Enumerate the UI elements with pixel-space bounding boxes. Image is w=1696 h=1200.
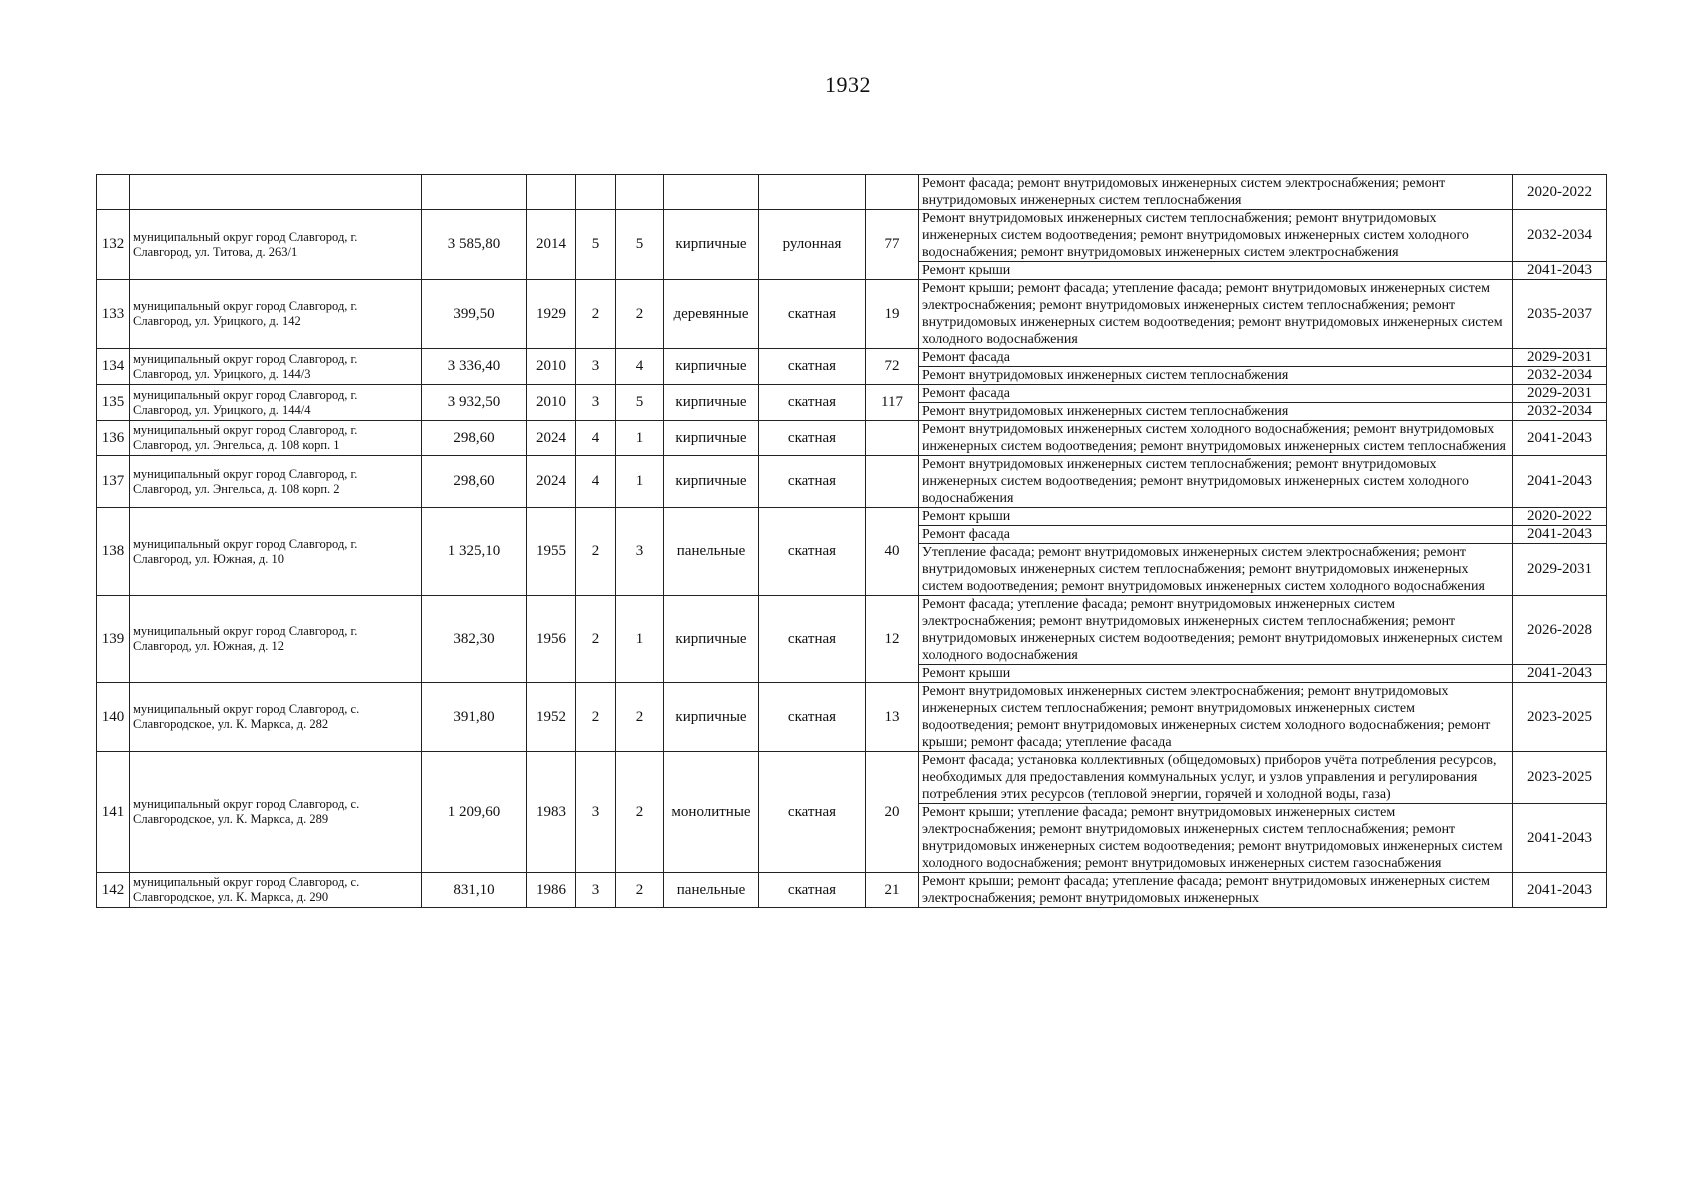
row-number: 140 [97, 683, 130, 752]
roof-type: скатная [759, 752, 866, 873]
address: муниципальный округ город Славгород, г. Славгород, ул. Энгельса, д. 108 корп. 2 [130, 456, 422, 508]
commission-year: 1983 [527, 752, 576, 873]
wall-material: кирпичные [664, 349, 759, 385]
table-row [97, 752, 1607, 804]
work-period: 2029-2031 [1513, 385, 1607, 403]
table-row [97, 596, 1607, 665]
floors: 2 [576, 683, 616, 752]
work-period: 2041-2043 [1513, 262, 1607, 280]
table-row [97, 873, 1607, 908]
work-description: Утепление фасада; ремонт внутридомовых инженерных систем электроснабжения; ремонт внутридомовых инженерных систем теплоснабжения; ремонт внутридомовых инженерных систем водоотведения; ремонт внутридомовых инженерных систем холодного водоснабжения [919, 544, 1513, 596]
commission-year: 1955 [527, 508, 576, 596]
address: муниципальный округ город Славгород, г. Славгород, ул. Урицкого, д. 144/4 [130, 385, 422, 421]
floors: 2 [576, 596, 616, 683]
work-period: 2041-2043 [1513, 456, 1607, 508]
work-period: 2020-2022 [1513, 508, 1607, 526]
residents [866, 456, 919, 508]
entrances: 2 [616, 683, 664, 752]
work-period: 2032-2034 [1513, 367, 1607, 385]
row-number: 141 [97, 752, 130, 873]
total-area: 1 325,10 [422, 508, 527, 596]
table-row [97, 456, 1607, 508]
address: муниципальный округ город Славгород, с. Славгородское, ул. К. Маркса, д. 289 [130, 752, 422, 873]
floors: 3 [576, 752, 616, 873]
work-period: 2020-2022 [1513, 175, 1607, 210]
roof-type: скатная [759, 385, 866, 421]
floors: 3 [576, 385, 616, 421]
wall-material: кирпичные [664, 421, 759, 456]
residents: 117 [866, 385, 919, 421]
work-description: Ремонт внутридомовых инженерных систем холодного водоснабжения; ремонт внутридомовых инженерных систем водоотведения; ремонт внутридомовых инженерных систем теплоснабжения [919, 421, 1513, 456]
entrances: 4 [616, 349, 664, 385]
work-period: 2041-2043 [1513, 804, 1607, 873]
table-row [97, 280, 1607, 349]
work-description: Ремонт внутридомовых инженерных систем теплоснабжения; ремонт внутридомовых инженерных систем водоотведения; ремонт внутридомовых инженерных систем холодного водоснабжения; ремонт внутридомовых инженерных систем электроснабжения [919, 210, 1513, 262]
address: муниципальный округ город Славгород, г. Славгород, ул. Урицкого, д. 142 [130, 280, 422, 349]
floors: 3 [576, 349, 616, 385]
year-cell [527, 175, 576, 210]
floors: 4 [576, 421, 616, 456]
work-description: Ремонт внутридомовых инженерных систем теплоснабжения; ремонт внутридомовых инженерных систем водоотведения; ремонт внутридомовых инженерных систем холодного водоснабжения [919, 456, 1513, 508]
row-number: 132 [97, 210, 130, 280]
entrances: 1 [616, 421, 664, 456]
row-number: 136 [97, 421, 130, 456]
residents: 40 [866, 508, 919, 596]
residents-cell [866, 175, 919, 210]
work-period: 2041-2043 [1513, 665, 1607, 683]
floors: 2 [576, 280, 616, 349]
wall-material: монолитные [664, 752, 759, 873]
roof-type: скатная [759, 873, 866, 908]
work-description: Ремонт крыши [919, 665, 1513, 683]
residents: 13 [866, 683, 919, 752]
residents: 19 [866, 280, 919, 349]
floors: 5 [576, 210, 616, 280]
floors: 4 [576, 456, 616, 508]
entrances-cell [616, 175, 664, 210]
residents: 20 [866, 752, 919, 873]
work-description: Ремонт фасада [919, 526, 1513, 544]
table-row [97, 508, 1607, 526]
total-area: 399,50 [422, 280, 527, 349]
area-cell [422, 175, 527, 210]
row-number-cell [97, 175, 130, 210]
work-period: 2041-2043 [1513, 873, 1607, 908]
housing-repair-table [96, 174, 1607, 908]
work-period: 2032-2034 [1513, 403, 1607, 421]
floors-cell [576, 175, 616, 210]
address: муниципальный округ город Славгород, г. Славгород, ул. Южная, д. 12 [130, 596, 422, 683]
work-period: 2023-2025 [1513, 683, 1607, 752]
work-period: 2032-2034 [1513, 210, 1607, 262]
row-number: 137 [97, 456, 130, 508]
work-description: Ремонт крыши [919, 262, 1513, 280]
total-area: 1 209,60 [422, 752, 527, 873]
entrances: 1 [616, 596, 664, 683]
entrances: 1 [616, 456, 664, 508]
work-description: Ремонт внутридомовых инженерных систем теплоснабжения [919, 403, 1513, 421]
total-area: 298,60 [422, 456, 527, 508]
total-area: 391,80 [422, 683, 527, 752]
table-row [97, 349, 1607, 367]
residents: 72 [866, 349, 919, 385]
page-number: 1932 [825, 72, 871, 97]
work-description: Ремонт фасада; установка коллективных (общедомовых) приборов учёта потребления ресурсов, необходимых для предоставления коммунальных услуг, и узлов управления и регулирования потребления этих ресурсов (тепловой энергии, горячей и холодной воды, газа) [919, 752, 1513, 804]
total-area: 831,10 [422, 873, 527, 908]
work-description: Ремонт крыши; утепление фасада; ремонт внутридомовых инженерных систем электроснабжения; ремонт внутридомовых инженерных систем теплоснабжения; ремонт внутридомовых инженерных систем водоотведения; ремонт внутридомовых инженерных систем холодного водоснабжения; ремонт внутридомовых инженерных систем газоснабжения [919, 804, 1513, 873]
work-period: 2026-2028 [1513, 596, 1607, 665]
roof-type: скатная [759, 421, 866, 456]
address-cell [130, 175, 422, 210]
residents: 12 [866, 596, 919, 683]
work-description: Ремонт фасада; утепление фасада; ремонт внутридомовых инженерных систем электроснабжения; ремонт внутридомовых инженерных систем теплоснабжения; ремонт внутридомовых инженерных систем водоотведения; ремонт внутридомовых инженерных систем холодного водоснабжения [919, 596, 1513, 665]
address: муниципальный округ город Славгород, г. Славгород, ул. Титова, д. 263/1 [130, 210, 422, 280]
entrances: 2 [616, 752, 664, 873]
work-period: 2029-2031 [1513, 544, 1607, 596]
table-row [97, 385, 1607, 403]
roof-type: скатная [759, 508, 866, 596]
roof-type: скатная [759, 349, 866, 385]
row-number: 139 [97, 596, 130, 683]
entrances: 3 [616, 508, 664, 596]
commission-year: 2014 [527, 210, 576, 280]
total-area: 298,60 [422, 421, 527, 456]
row-number: 142 [97, 873, 130, 908]
roof-type: скатная [759, 280, 866, 349]
address: муниципальный округ город Славгород, г. Славгород, ул. Энгельса, д. 108 корп. 1 [130, 421, 422, 456]
roof-cell [759, 175, 866, 210]
address: муниципальный округ город Славгород, г. Славгород, ул. Южная, д. 10 [130, 508, 422, 596]
wall-material: панельные [664, 873, 759, 908]
row-number: 135 [97, 385, 130, 421]
wall-material: кирпичные [664, 210, 759, 280]
residents [866, 421, 919, 456]
work-description: Ремонт фасада [919, 349, 1513, 367]
entrances: 2 [616, 280, 664, 349]
work-description: Ремонт крыши; ремонт фасада; утепление фасада; ремонт внутридомовых инженерных систем электроснабжения; ремонт внутридомовых инженерных [919, 873, 1513, 908]
walls-cell [664, 175, 759, 210]
commission-year: 2010 [527, 385, 576, 421]
wall-material: панельные [664, 508, 759, 596]
row-number: 133 [97, 280, 130, 349]
roof-type: рулонная [759, 210, 866, 280]
table-row [97, 683, 1607, 752]
work-period: 2029-2031 [1513, 349, 1607, 367]
address: муниципальный округ город Славгород, с. Славгородское, ул. К. Маркса, д. 290 [130, 873, 422, 908]
roof-type: скатная [759, 683, 866, 752]
wall-material: деревянные [664, 280, 759, 349]
commission-year: 2024 [527, 456, 576, 508]
work-period: 2023-2025 [1513, 752, 1607, 804]
table-row [97, 421, 1607, 456]
wall-material: кирпичные [664, 596, 759, 683]
wall-material: кирпичные [664, 456, 759, 508]
row-number: 134 [97, 349, 130, 385]
work-description: Ремонт внутридомовых инженерных систем электроснабжения; ремонт внутридомовых инженерных систем теплоснабжения; ремонт внутридомовых инженерных систем водоотведения; ремонт внутридомовых инженерных систем холодного водоснабжения; ремонт крыши; ремонт фасада; утепление фасада [919, 683, 1513, 752]
work-description: Ремонт внутридомовых инженерных систем теплоснабжения [919, 367, 1513, 385]
address: муниципальный округ город Славгород, г. Славгород, ул. Урицкого, д. 144/3 [130, 349, 422, 385]
total-area: 3 585,80 [422, 210, 527, 280]
work-period: 2041-2043 [1513, 421, 1607, 456]
row-number: 138 [97, 508, 130, 596]
work-description: Ремонт крыши [919, 508, 1513, 526]
commission-year: 1986 [527, 873, 576, 908]
entrances: 2 [616, 873, 664, 908]
work-description: Ремонт фасада; ремонт внутридомовых инженерных систем электроснабжения; ремонт внутридомовых инженерных систем теплоснабжения [919, 175, 1513, 210]
commission-year: 1929 [527, 280, 576, 349]
wall-material: кирпичные [664, 683, 759, 752]
table-row [97, 210, 1607, 262]
total-area: 3 932,50 [422, 385, 527, 421]
roof-type: скатная [759, 596, 866, 683]
wall-material: кирпичные [664, 385, 759, 421]
residents: 77 [866, 210, 919, 280]
floors: 2 [576, 508, 616, 596]
work-description: Ремонт фасада [919, 385, 1513, 403]
commission-year: 2010 [527, 349, 576, 385]
table-row [97, 175, 1607, 210]
work-period: 2041-2043 [1513, 526, 1607, 544]
residents: 21 [866, 873, 919, 908]
commission-year: 1956 [527, 596, 576, 683]
work-description: Ремонт крыши; ремонт фасада; утепление фасада; ремонт внутридомовых инженерных систем электроснабжения; ремонт внутридомовых инженерных систем теплоснабжения; ремонт внутридомовых инженерных систем водоотведения; ремонт внутридомовых инженерных систем холодного водоснабжения [919, 280, 1513, 349]
address: муниципальный округ город Славгород, с. Славгородское, ул. К. Маркса, д. 282 [130, 683, 422, 752]
roof-type: скатная [759, 456, 866, 508]
total-area: 382,30 [422, 596, 527, 683]
work-period: 2035-2037 [1513, 280, 1607, 349]
commission-year: 1952 [527, 683, 576, 752]
floors: 3 [576, 873, 616, 908]
total-area: 3 336,40 [422, 349, 527, 385]
commission-year: 2024 [527, 421, 576, 456]
entrances: 5 [616, 385, 664, 421]
entrances: 5 [616, 210, 664, 280]
